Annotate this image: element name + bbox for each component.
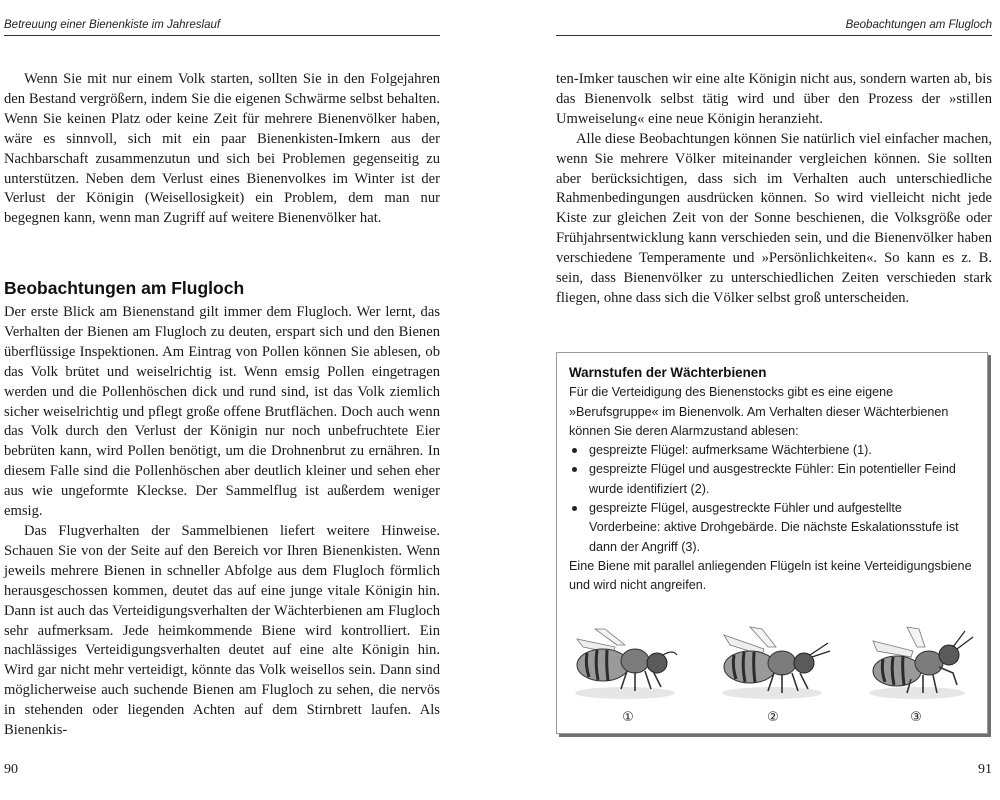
left-intro-paragraph: Wenn Sie mit nur einem Volk starten, sollten Sie in den Folgejahren den Bestand vergrößern, indem Sie die eigenen Schwärme selbst behalten. Wenn Sie keinen Platz oder keine Zeit für mehrere Bienenvölker haben, wäre es sinnvoll, sich mit ein paar Bienenkisten-Imkern aus der Nachbarschaft zusammenzutun und sich bei Problemen gegenseitig zu unterstützen. Neben dem Verlust eines Bienenvolkes im Winter ist der Verlust der Königin (Weisellosigkeit) ein Problem, dem man nur begegnen kann, wenn man Zugriff auf weitere Bienenvölker hat. bbox=[4, 71, 440, 227]
left-section-text bbox=[4, 303, 440, 741]
bullet-item: gespreizte Flügel: aufmerksame Wächterbiene (1). bbox=[569, 441, 975, 460]
running-head-right: Beobachtungen am Flugloch bbox=[556, 18, 992, 36]
running-head-left: Betreuung einer Bienenkiste im Jahreslauf bbox=[4, 18, 440, 36]
info-box-guard-bees bbox=[556, 352, 988, 734]
info-box-title: Warnstufen der Wächterbienen bbox=[569, 365, 767, 380]
left-paragraph-2: Das Flugverhalten der Sammelbienen liefert weitere Hinweise. Schauen Sie von der Seite auf den Bereich vor Ihren Bienenkisten. Wenn jeweils mehrere Bienen in schneller Abfolge aus dem Flugloch förmlich herausgeschossen kommen, deutet das auf eine junge vitale Königin hin. Dann ist auch das Verteidigungsverhalten der Wächterbienen am Flugloch sehr aufmerksam. Jede heimkommende Biene wird kontrolliert. Ein nachlässiges Verteidigungsverhalten deutet auf eine alte Königin hin. Wird gar nicht mehr verteidigt, könnte das Volk weisellos sein. Dann sind möglicherweise auch suchende Bienen am Flugloch zu sehen, die nervös in stehenden oder liegenden Achten auf dem Stirnbrett laufen. Als Bienenkis- bbox=[4, 522, 440, 739]
bee-figure-3 bbox=[853, 625, 979, 725]
figure-label-2: ② bbox=[767, 709, 779, 724]
page-number-left: 90 bbox=[4, 762, 18, 777]
bee-illustration-2-icon bbox=[710, 625, 836, 707]
left-paragraph-1: Der erste Blick am Bienenstand gilt immer dem Flugloch. Wer lernt, das Verhalten der Bienen am Flugloch zu deuten, erspart sich und den Bienen überflüssige Inspektionen. Am Eintrag von Pollen können Sie ablesen, ob das Volk brütet und weiselrichtig ist. Wenn emsig Pollen eingetragen werden und die Pollenhöschen dick und rund sind, ist das Volk ziemlich sicher weiselrichtig und pflegt große offene Brutflächen. Doch auch wenn das Volk durch den Verlust der Königin nur noch unbefruchtete Eier bebrüten kann, wird Pollen benötigt, um die Drohnenbrut zu ernähren. In diesem Falle sind die Pollenhöschen aber deutlich kleiner und sehen eher aus wie ungeformte Kleckse. Der Sammelflug ist außerdem weniger emsig. bbox=[4, 304, 440, 520]
info-box-bullets bbox=[569, 441, 975, 557]
right-text bbox=[556, 70, 992, 309]
bullet-item: gespreizte Flügel, ausgestreckte Fühler und aufgestellte Vorderbeine: aktive Drohgebärde. Die nächste Eskalationsstufe ist dann der Angriff (3). bbox=[569, 499, 975, 557]
right-page bbox=[556, 0, 992, 800]
bee-illustrations bbox=[565, 625, 979, 725]
figure-label-3: ③ bbox=[910, 709, 922, 724]
left-intro-text bbox=[4, 70, 440, 229]
figure-label-1: ① bbox=[622, 709, 634, 724]
info-box-closing: Eine Biene mit parallel anliegenden Flügeln ist keine Verteidigungsbiene und wird nicht angreifen. bbox=[569, 558, 972, 593]
left-page bbox=[0, 0, 440, 800]
bee-illustration-1-icon bbox=[565, 625, 691, 707]
page-number-right: 91 bbox=[978, 762, 992, 777]
right-paragraph-1: ten-Imker tauschen wir eine alte Königin nicht aus, sondern warten ab, bis das Bienenvolk selbst tätig wird und über den Prozess der »stillen Umweiselung« eine neue Königin heranzieht. bbox=[556, 71, 992, 127]
bee-illustration-3-icon bbox=[853, 625, 979, 707]
right-paragraph-2: Alle diese Beobachtungen können Sie natürlich viel einfacher machen, wenn Sie mehrere Völker miteinander vergleichen können. Sie sollten aber berücksichtigen, dass sich im Verhalten auch unterschiedliche Rahmenbedingungen ausdrücken können. So wird vielleicht nicht jede Kiste zur gleichen Zeit von der Sonne beschienen, die Volksgröße oder Frühjahrsentwicklung kann verschieden sein, und die Bienenvölker haben verschiedene Temperamente und »Persönlichkeiten«. So kann es z. B. sein, dass Bienenvölker zu unterschiedlichen Zeiten verschieden stark fliegen, ohne dass sich die Völker selbst groß unterscheiden. bbox=[556, 130, 992, 306]
bullet-item: gespreizte Flügel und ausgestreckte Fühler: Ein potentieller Feind wurde identifiziert (2). bbox=[569, 460, 975, 499]
bee-figure-2 bbox=[710, 625, 836, 725]
info-box-intro: Für die Verteidigung des Bienenstocks gibt es eine eigene »Berufsgruppe« im Bienenvolk. Am Verhalten dieser Wächterbienen können Sie deren Alarmzustand ablesen: bbox=[569, 385, 949, 438]
bee-figure-1 bbox=[565, 625, 691, 725]
section-heading: Beobachtungen am Flugloch bbox=[4, 278, 245, 298]
